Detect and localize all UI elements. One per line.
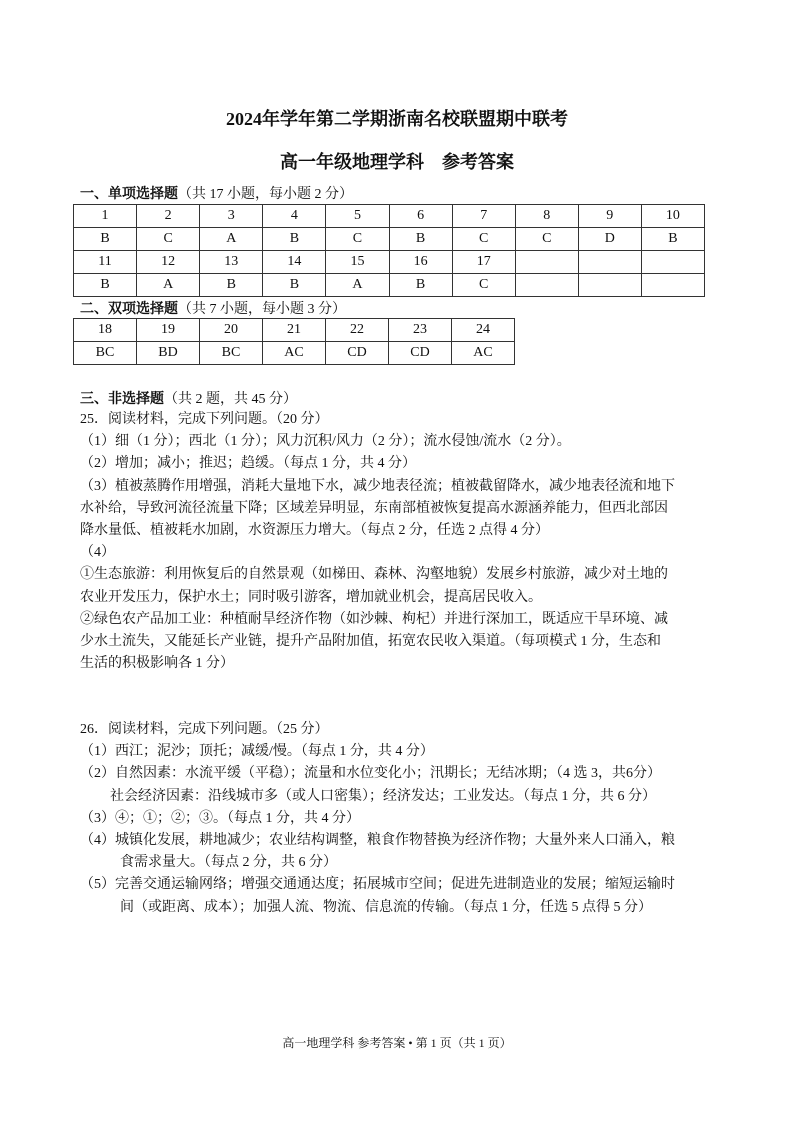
answer-line: ①生态旅游：利用恢复后的自然景观（如梯田、森林、沟壑地貌）发展乡村旅游，减少对土地的 [80,567,668,583]
table-cell: B [389,228,452,251]
table-cell: B [74,274,137,297]
table-cell: 2 [137,205,200,228]
table-cell: BC [74,342,137,365]
page-footer: 高一地理学科 参考答案 • 第 1 页（共 1 页） [282,1036,512,1050]
answer-line: 农业开发压力，保护水土；同时吸引游客，增加就业机会，提高居民收入。 [80,589,542,605]
question-number-row [74,319,515,342]
table-cell [641,274,704,297]
answer-row [74,274,705,297]
table-cell: 12 [137,251,200,274]
answer-line: 水补给，导致河流径流量下降；区域差异明显，东南部植被恢复提高水源涵养能力，但西北部因 [80,500,668,516]
answer-line: （4）城镇化发展，耕地减少；农业结构调整，粮食作物替换为经济作物；大量外来人口涌入，粮 [80,833,675,849]
answer-line: 26．阅读材料，完成下列问题。（25 分） [80,722,329,737]
answer-line: 25．阅读材料，完成下列问题。（20 分） [80,412,329,427]
table-cell: 17 [452,251,515,274]
answer-row [74,342,515,365]
table-cell: 21 [262,319,325,342]
table-cell: 24 [451,319,514,342]
table-cell: C [452,274,515,297]
table-cell: 1 [74,205,137,228]
answer-line: （4） [80,545,115,561]
question-number-row [74,205,705,228]
table-cell: 22 [325,319,388,342]
answer-line: （5）完善交通运输网络；增强交通通达度；拓展城市空间；促进先进制造业的发展；缩短运输时 [80,877,675,893]
answer-row [74,228,705,251]
table-cell: 15 [326,251,389,274]
double-choice-answer-table [73,318,515,365]
answer-line: （1）西江；泥沙；顶托；减缓/慢。（每点 1 分，共 4 分） [80,744,434,760]
table-cell [515,251,578,274]
table-cell: C [452,228,515,251]
answer-line: 少水土流失，又能延长产业链，提升产品附加值，拓宽农民收入渠道。（每项模式 1 分，生态和 [80,634,661,650]
section1-heading: 一、单项选择题（共 17 小题，每小题 2 分） [80,187,353,202]
table-cell: B [200,274,263,297]
answer-line: 社会经济因素：沿线城市多（或人口密集）；经济发达；工业发达。（每点 1 分，共 6 分） [110,788,656,804]
table-cell: D [578,228,641,251]
table-cell: A [137,274,200,297]
table-cell: CD [388,342,451,365]
single-choice-answer-table [73,204,705,297]
table-cell: 5 [326,205,389,228]
table-cell: 7 [452,205,515,228]
table-cell [641,251,704,274]
table-cell: B [641,228,704,251]
answer-line: （2）增加；减小；推迟；趋缓。（每点 1 分，共 4 分） [80,456,416,472]
document-title: 2024年学年第二学期浙南名校联盟期中联考 [226,109,568,129]
table-cell [515,274,578,297]
table-cell: 9 [578,205,641,228]
table-cell: 10 [641,205,704,228]
answer-line: （1）细（1 分）；西北（1 分）；风力沉积/风力（2 分）；流水侵蚀/流水（2 分）。 [80,434,571,450]
table-cell: B [74,228,137,251]
table-cell: 13 [200,251,263,274]
table-cell: B [263,228,326,251]
table-cell: C [137,228,200,251]
table-cell: 14 [263,251,326,274]
section2-heading: 二、双项选择题（共 7 小题，每小题 3 分） [80,302,346,317]
table-cell: A [326,274,389,297]
table-cell: 19 [136,319,199,342]
table-cell: B [263,274,326,297]
answer-line: 降水量低、植被耗水加剧，水资源压力增大。（每点 2 分，任选 2 点得 4 分） [80,523,549,539]
answer-line: （3）④；①；②；③。（每点 1 分，共 4 分） [80,810,360,826]
table-cell: B [389,274,452,297]
answer-line: ②绿色农产品加工业：种植耐旱经济作物（如沙棘、枸杞）并进行深加工，既适应干旱环境、减 [80,611,668,627]
question-26-answers [80,719,720,919]
document-subtitle: 高一年级地理学科 参考答案 [280,152,514,172]
section3-heading: 三、非选择题（共 2 题，共 45 分） [80,392,297,407]
answer-line: 食需求量大。（每点 2 分，共 6 分） [120,855,337,871]
table-cell: AC [451,342,514,365]
table-cell [578,274,641,297]
table-cell: 6 [389,205,452,228]
answer-line: （2）自然因素：水流平缓（平稳）；流量和水位变化小；汛期长；无结冰期；（4 选 3，共6分） [80,766,661,782]
table-cell: C [515,228,578,251]
question-number-row [74,251,705,274]
table-cell: 11 [74,251,137,274]
table-cell [578,251,641,274]
table-cell: BD [136,342,199,365]
table-cell: AC [262,342,325,365]
question-25-answers [80,409,720,675]
answer-line: 生活的积极影响各 1 分） [80,656,234,672]
table-cell: C [326,228,389,251]
answer-line: （3）植被蒸腾作用增强，消耗大量地下水，减少地表径流；植被截留降水，减少地表径流和地下 [80,478,675,494]
table-cell: 18 [74,319,137,342]
table-cell: BC [199,342,262,365]
answer-line: 间（或距离、成本）；加强人流、物流、信息流的传输。（每点 1 分，任选 5 点得 5 分） [120,899,652,915]
table-cell: 8 [515,205,578,228]
table-cell: 23 [388,319,451,342]
table-cell: 20 [199,319,262,342]
table-cell: 4 [263,205,326,228]
table-cell: 3 [200,205,263,228]
table-cell: CD [325,342,388,365]
table-cell: 16 [389,251,452,274]
table-cell: A [200,228,263,251]
